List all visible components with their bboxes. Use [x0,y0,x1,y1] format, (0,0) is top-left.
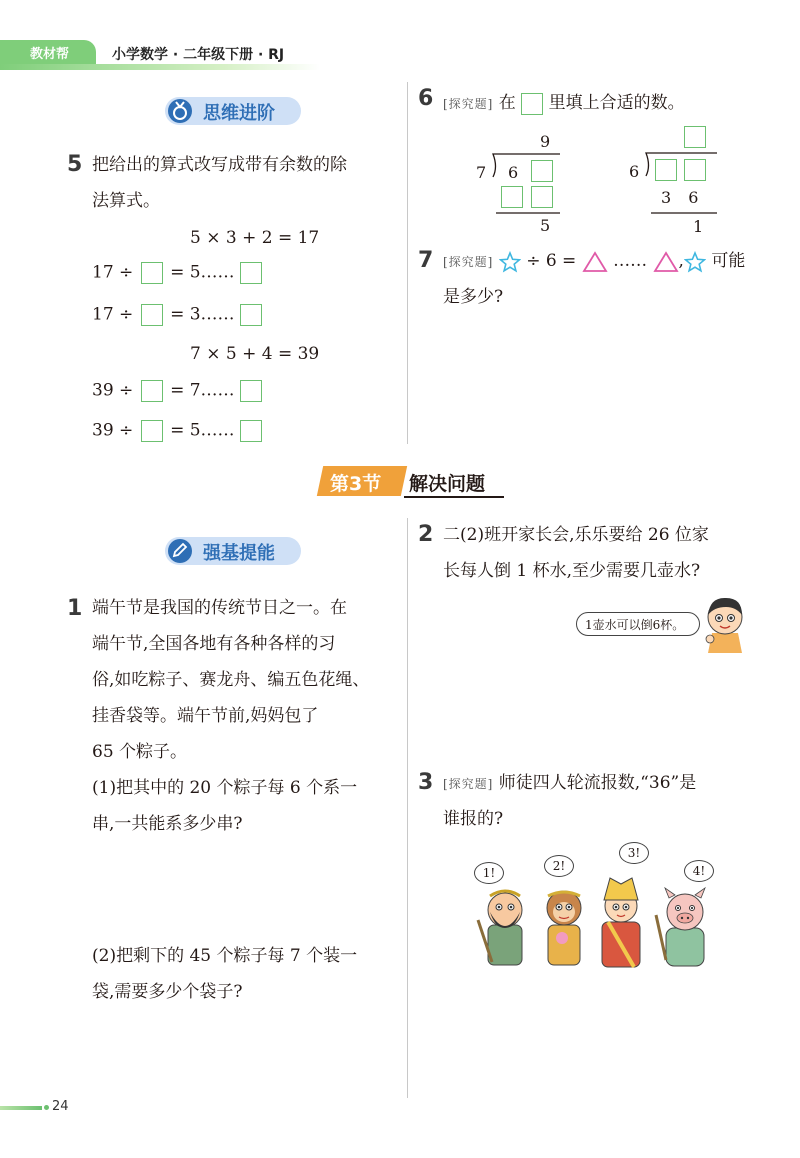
q6-number: 6 [418,86,434,111]
q6-left-division [470,125,570,235]
column-divider-top [407,82,408,444]
q6-left-divisor: 7 [476,163,487,182]
q6-left-remainder: 5 [540,216,551,235]
q1-sub2-answer-area[interactable] [92,1015,392,1090]
section3-title: 解决问题 [409,473,486,495]
q6-left-dividend: 6 [508,163,519,182]
pencil-icon [167,538,193,564]
q5-row3-box-divisor[interactable] [141,380,163,402]
character-sha-wujing [478,891,522,965]
q7-number: 7 [418,248,434,273]
q5-row2-left: 17 ÷ [92,304,134,325]
q7-line1: [探究题] ÷ 6 = …… , 可能 [443,251,746,271]
q1-line-4: 挂香袋等。端午节前,妈妈包了 [92,706,319,726]
q6-left-box-product-ones[interactable] [531,186,553,208]
q7-tail: 可能 [711,251,746,271]
q5-row4-left: 39 ÷ [92,420,134,441]
q1-sub2-line2: 袋,需要多少个袋子? [92,982,243,1002]
q1-sub1-answer-area[interactable] [92,845,392,930]
character-zhu-bajie [656,888,705,966]
q5-row3-left: 39 ÷ [92,380,134,401]
q6-right-box-dividend-ones[interactable] [684,159,706,181]
q5-row1-left: 17 ÷ [92,262,134,283]
q5-text-line1: 把给出的算式改写成带有余数的除 [92,155,347,175]
q5-row4-box-divisor[interactable] [141,420,163,442]
q6-right-product: 3 6 [661,188,705,207]
q5-equation-2: 7 × 5 + 4 = 39 [190,344,320,364]
header-underline [0,64,320,70]
q6-left-quotient: 9 [540,132,551,151]
q3-line-1 [443,765,696,802]
q2-line-2: 长每人倒 1 杯水,至少需要几壶水? [443,561,701,581]
q5-equation-1: 5 × 3 + 2 = 17 [190,228,320,248]
q1-number: 1 [67,596,83,621]
q6-text-b: 里填上合适的数。 [548,93,685,113]
q5-row1-right: = 5…… [170,262,235,283]
speech-bubble-1: 1! [474,862,504,884]
q3-answer-area[interactable] [443,980,753,1090]
q5-row4-right: = 5…… [170,420,235,441]
q6-text-a: 在 [498,93,516,113]
q5-row1-box-remainder[interactable] [240,262,262,284]
q7-tag: [探究题] [443,255,494,269]
q5-row-4 [92,420,262,442]
star-icon [499,251,521,273]
section3-badge: 第3节 [330,473,382,495]
q1-sub1-line1: (1)把其中的 20 个粽子每 6 个系一 [92,778,358,798]
q3-tag: [探究题] [443,777,494,791]
speech-bubble-4: 4! [684,860,714,882]
q5-row3-right: = 7…… [170,380,235,401]
q1-line-1: 端午节是我国的传统节日之一。在 [92,598,347,618]
q5-row2-right: = 3…… [170,304,235,325]
q5-number: 5 [67,152,83,177]
q1-line-5: 65 个粽子。 [92,742,188,762]
q3-text-1: 师徒四人轮流报数,“36”是 [498,773,697,793]
pilgrims-illustration [470,870,720,970]
q2-number: 2 [418,522,434,547]
q5-row1-box-divisor[interactable] [141,262,163,284]
q2-hint-text: 1壶水可以倒6杯。 [585,618,685,632]
q6-left-box-dividend-ones[interactable] [531,160,553,182]
q6-right-box-dividend-tens[interactable] [655,159,677,181]
speech-bubble-3: 3! [619,842,649,864]
star-icon [684,251,706,273]
q2-answer-area[interactable] [443,660,753,755]
q5-row2-box-remainder[interactable] [240,304,262,326]
q1-line-2: 端午节,全国各地有各种各样的习 [92,634,336,654]
q5-row4-box-remainder[interactable] [240,420,262,442]
q7-line2: 是多少? [443,287,504,307]
footer-dot [44,1105,49,1110]
q5-text-line2: 法算式。 [92,191,160,211]
medal-icon [167,98,193,124]
q1-line-3: 俗,如吃粽子、赛龙舟、编五色花绳、 [92,670,370,690]
section-basic-label: 强基提能 [203,543,275,564]
column-divider-bottom [407,518,408,1098]
q5-row-3 [92,380,262,402]
q6-left-box-product-tens[interactable] [501,186,523,208]
q3-number: 3 [418,770,434,795]
character-tang-seng [602,878,640,967]
header-title: 小学数学 · 二年级下册 · RJ [112,47,285,63]
q6-sample-box [521,93,543,115]
triangle-icon [582,251,608,273]
q6-right-divisor: 6 [629,162,640,181]
section-think-label: 思维进阶 [203,103,275,124]
q6-right-division [625,122,725,237]
q2-hint-bubble [576,612,700,636]
character-sun-wukong [547,891,581,965]
q5-row2-box-divisor[interactable] [141,304,163,326]
page-number: 24 [52,1099,69,1114]
section3-header [312,466,508,498]
q5-row-2 [92,304,262,326]
q5-row3-box-remainder[interactable] [240,380,262,402]
q1-sub1-line2: 串,一共能系多少串? [92,814,243,834]
q6-prompt [443,88,685,115]
header-bar [0,40,320,70]
boy-illustration [702,593,748,653]
q7-dots: …… [613,251,648,271]
q2-line-1: 二(2)班开家长会,乐乐要给 26 位家 [443,525,709,545]
section3-underline [404,496,504,498]
q6-tag: [探究题] [443,97,494,111]
speech-bubble-2: 2! [544,855,574,877]
q6-left-bracket [470,125,570,235]
q5-row-1 [92,262,262,284]
q3-line-2: 谁报的? [443,809,504,829]
q7-operator: ÷ 6 = [526,251,577,271]
q6-right-remainder: 1 [693,217,704,236]
q1-sub2-line1: (2)把剩下的 45 个粽子每 7 个装一 [92,946,358,966]
triangle-icon [653,251,679,273]
brand-text: 教材帮 [30,47,70,62]
footer-line [0,1106,42,1110]
